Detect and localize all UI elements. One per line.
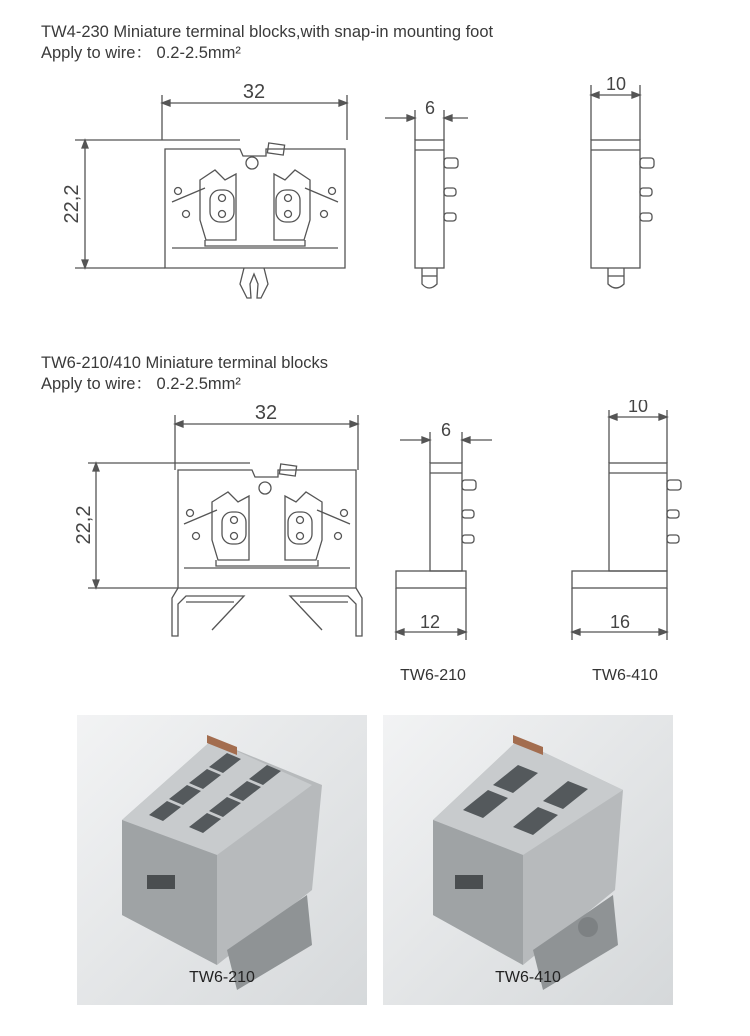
- caption-tw6-210: TW6-210: [400, 667, 466, 684]
- photo-tw6-410: [383, 715, 673, 1005]
- dim2-foot-210-label: 12: [419, 612, 441, 632]
- dim2-foot-410-label: 16: [609, 612, 631, 632]
- section2-wire-spec: Apply to wire： 0.2-2.5mm²: [41, 375, 241, 393]
- section1-heading: [41, 22, 493, 64]
- section2-heading: [41, 353, 328, 395]
- section1-technical-drawing: [0, 70, 750, 310]
- dim2-side-depth-label: 10: [627, 400, 649, 416]
- terminal-block-image: [77, 715, 367, 1005]
- dim2-height-label: 22,2: [73, 505, 95, 545]
- photo-label-tw6-410: TW6-410: [495, 969, 561, 986]
- photo-label-tw6-210: TW6-210: [189, 969, 255, 986]
- dim-side-depth-label: 10: [605, 74, 627, 94]
- section2-technical-drawing: [0, 400, 750, 650]
- dim2-side-thickness-label: 6: [440, 420, 452, 440]
- dim-side-thickness-label: 6: [424, 98, 436, 118]
- terminal-block-image: [383, 715, 673, 1005]
- dim-height-label: 22,2: [61, 184, 83, 224]
- dim-width-label: 32: [242, 81, 266, 103]
- section1-title: TW4-230 Miniature terminal blocks,with snap-in mounting foot: [41, 23, 494, 41]
- photo-tw6-210: [77, 715, 367, 1005]
- dim2-width-label: 32: [254, 402, 278, 424]
- section1-wire-spec: Apply to wire： 0.2-2.5mm²: [41, 44, 241, 62]
- section2-title: TW6-210/410 Miniature terminal blocks: [41, 354, 329, 372]
- caption-tw6-410: TW6-410: [592, 667, 658, 684]
